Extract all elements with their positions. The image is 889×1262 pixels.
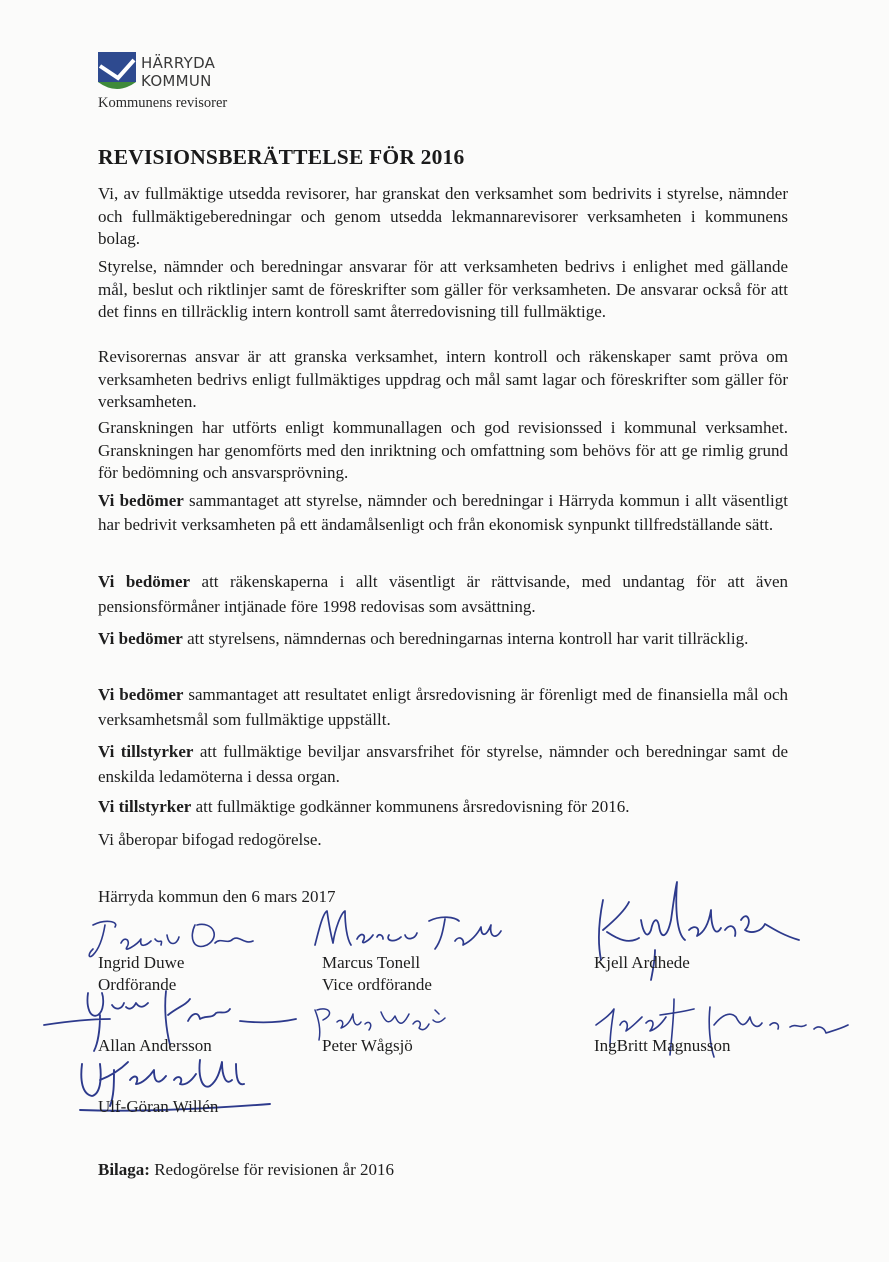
attachment-label: Bilaga: xyxy=(98,1160,150,1179)
signatory-name-4: Allan Andersson xyxy=(98,1036,212,1055)
paragraph-assessment-accounts xyxy=(98,569,788,619)
recommend-lead: Vi tillstyrker xyxy=(98,742,194,761)
signatory-role-2: Vice ordförande xyxy=(322,975,432,994)
assessment-lead: Vi bedömer xyxy=(98,572,191,591)
assessment-text: att styrelsens, nämndernas och beredningarnas interna kontroll har varit tillräcklig. xyxy=(182,629,749,648)
signatory-name-7: Ulf-Göran Willén xyxy=(98,1097,219,1116)
logo-line-2: KOMMUN xyxy=(141,72,212,90)
signatory-name-3: Kjell Ardhede xyxy=(594,953,690,972)
signatory-name-5: Peter Wågsjö xyxy=(322,1036,413,1055)
harryda-emblem-icon xyxy=(98,52,138,96)
recommend-text: att fullmäktige godkänner kommunens årsredovisning för 2016. xyxy=(191,797,630,816)
logo-wordmark xyxy=(141,54,215,90)
signature-kjell-ardhede xyxy=(585,880,805,990)
assessment-lead: Vi bedömer xyxy=(98,629,183,648)
department-name: Kommunens revisorer xyxy=(98,95,228,111)
recommend-lead: Vi tillstyrker xyxy=(98,797,192,816)
place-and-date: Härryda kommun den 6 mars 2017 xyxy=(98,887,336,906)
recommend-text: att fullmäktige beviljar ansvarsfrihet för styrelse, nämnder och beredningar samt de enskilda ledamöterna i dessa organ. xyxy=(98,742,788,786)
signatory-name-2: Marcus Tonell xyxy=(322,953,421,972)
signatory-name-1: Ingrid Duwe xyxy=(98,953,185,972)
paragraph-recommend-discharge xyxy=(98,739,788,789)
document-title: REVISIONSBERÄTTELSE FÖR 2016 xyxy=(98,145,465,169)
paragraph-assessment-operations xyxy=(98,489,788,537)
assessment-lead: Vi bedömer xyxy=(98,491,184,510)
signatory-name-6: IngBritt Magnusson xyxy=(594,1036,731,1055)
assessment-text: att räkenskaperna i allt väsentligt är rättvisande, med undantag för att även pensionsförmåner intjänade före 1998 redovisas som avsättning. xyxy=(98,572,788,616)
assessment-lead: Vi bedömer xyxy=(98,685,184,704)
paragraph-auditor-duty: Revisorernas ansvar är att granska verksamhet, intern kontroll och räkenskaper samt pröva om verksamheten bedrivs enligt fullmäktiges uppdrag och mål samt lagar och föreskrifter som gäller för verksamheten. xyxy=(98,347,788,412)
paragraph-scope: Vi, av fullmäktige utsedda revisorer, har granskat den verksamhet som bedrivits i styrelse, nämnder och fullmäktigeberedningar och genom utsedda lekmannarevisorer verksamheten i kommunens bolag. xyxy=(98,184,788,249)
assessment-text: sammantaget att resultatet enligt årsredovisning är förenligt med de finansiella mål och verksamhetsmål som fullmäktige uppställt. xyxy=(98,685,788,729)
logo-line-1: HÄRRYDA xyxy=(141,54,216,72)
paragraph-recommend-approval xyxy=(98,796,788,819)
assessment-text: sammantaget att styrelse, nämnder och beredningar i Härryda kommun i allt väsentligt har bedrivit verksamheten på ett ändamålsenligt och från ekonomisk synpunkt tillfredställande sätt. xyxy=(98,491,788,534)
paragraph-assessment-result xyxy=(98,682,788,732)
attachment-text: Redogörelse för revisionen år 2016 xyxy=(149,1160,395,1179)
attachment-note xyxy=(98,1160,394,1180)
signature-ingbritt-magnusson xyxy=(590,995,850,1070)
paragraph-assessment-control xyxy=(98,626,788,651)
paragraph-reference: Vi åberopar bifogad redogörelse. xyxy=(98,830,322,849)
paragraph-method: Granskningen har utförts enligt kommunallagen och god revisionssed i kommunal verksamhet. Granskningen har genomförts med den inriktning och omfattning som behövs för att ge rimlig grund för bedömning och ansvarsprövning. xyxy=(98,418,788,483)
signatory-role-1: Ordförande xyxy=(98,975,177,994)
paragraph-responsibility: Styrelse, nämnder och beredningar ansvarar för att verksamheten bedrivs i enlighet med gällande mål, beslut och riktlinjer samt de föreskrifter som gäller för verksamheten. De ansvarar också för att det finns en tillräcklig intern kontroll samt återredovisning till fullmäktige. xyxy=(98,257,788,322)
